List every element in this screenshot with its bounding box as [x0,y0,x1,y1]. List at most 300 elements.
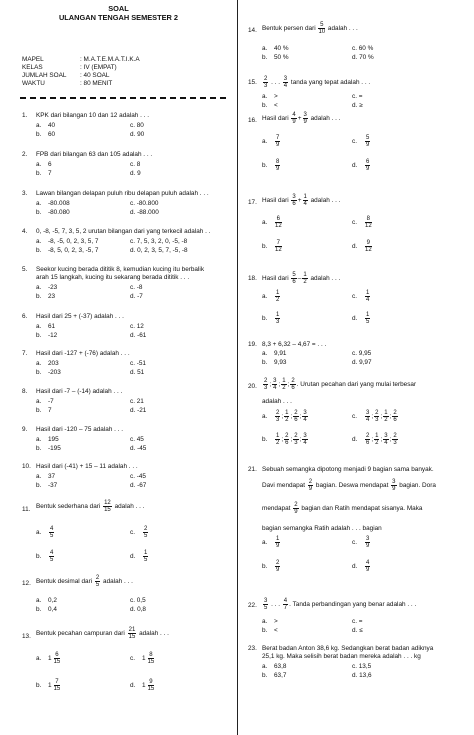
numerator: 1 [303,272,307,278]
denominator: 6 [366,440,370,447]
option-b: < [274,102,278,109]
question-text: Berat badan Anton 38,6 kg. Sedangkan berat badan adiknya [262,645,434,652]
dashed-separator [20,97,226,99]
denominator: 4 [273,385,277,392]
option-d [143,550,148,564]
option-label: b. [262,54,268,61]
question-text: Bentuk pecahan campuran dari [36,629,125,637]
denominator: 4 [366,297,370,304]
whole: 1 [48,681,52,689]
option-a: 40 % [274,45,289,52]
option-label: a. [36,323,42,330]
denominator: 6 [292,201,296,208]
option-b: -195 [48,445,61,452]
fraction [302,410,307,424]
option-label: d. [130,681,136,689]
fraction [275,410,280,424]
question-text-line2: arah 15 langkah, kucing itu sekarang berada dititik . . . [36,274,190,281]
option-label: a. [36,436,42,443]
numerator: 4 [366,560,370,566]
option-a: > [274,93,278,100]
fraction-right [283,76,288,90]
option-label: b. [262,242,268,250]
option-a: 40 [48,122,56,129]
fraction-right [303,112,308,126]
option-d [365,560,370,574]
numerator: 7 [276,135,280,141]
question-text: Bentuk persen dari [262,24,316,32]
question-text: mendapat [262,504,291,512]
denominator: 9 [276,567,280,574]
question-text: bagian semangka Ratih adalah . . . bagian [262,525,382,532]
question-text: Hasil dari [262,114,289,122]
question-number: 18. [248,275,257,282]
option-c [365,216,372,230]
question-number: 14. [248,27,257,34]
option-c: c. -45 [130,473,146,480]
option-a: -23 [48,284,58,291]
option-label: b. [36,606,42,613]
question-text: Sebuah semangka dipotong menjadi 9 bagian sama banyak. [262,466,434,473]
question-text: Lawan bilangan delapan puluh ribu delapan puluh adalah . . . [36,190,209,197]
denominator: 9 [392,486,396,493]
question-fraction [95,575,100,589]
info-value: : M.A.T.E.M.A.T.I.K.A [80,56,140,63]
title-ulangan: ULANGAN TENGAH SEMESTER 2 [58,13,179,23]
question-text: KPK dari bilangan 10 dan 12 adalah . . . [36,112,149,119]
question-tail: adalah . . . [310,274,341,282]
option-b [275,159,280,173]
option-a: 0,2 [48,597,57,604]
info-key: MAPEL [22,56,44,63]
option-label: b. [262,102,268,109]
numerator: 3 [273,378,277,384]
numerator: 1 [285,410,289,416]
fraction-left [291,272,296,286]
option-d: d. 9,97 [352,359,372,366]
denominator: 9 [366,543,370,550]
option-label: b. [36,407,42,414]
question-text: Hasil dari [262,274,289,282]
info-value: : 80 MENIT [80,80,113,87]
option-b [275,312,280,326]
numerator: 4 [50,526,54,532]
operator: – [297,274,302,282]
option-a [275,536,280,550]
denominator: 5 [95,582,100,589]
option-label: b. [262,359,268,366]
numerator: 2 [95,575,100,581]
option-label: c. [352,538,357,546]
option-d: d. ≤ [352,627,363,634]
option-label: b. [262,627,268,634]
question-fraction [318,22,325,36]
option-b: 9,93 [274,359,287,366]
numerator: 9 [149,679,153,685]
denominator: 9 [303,119,307,126]
numerator: 3 [303,433,307,439]
numerator: 3 [303,410,307,416]
denominator: 9 [366,166,370,173]
fraction-left [291,112,296,126]
column-divider [237,0,238,735]
option-c: c. 13,5 [352,663,372,670]
option-label: a. [262,618,268,625]
option-b: -203 [48,369,61,376]
option-label: c. [130,654,135,662]
question-number: 21. [248,466,257,473]
option-label: d. [352,242,358,250]
option-label: a. [262,137,268,145]
denominator: 3 [264,385,268,392]
title-soal: SOAL [108,4,129,13]
numerator: 2 [393,433,397,439]
option-d: d. $\frac{2}{6}$ ; $\frac{1}{2}$ ; $\frac{3}{4}$ ; $\frac{2}{3}$ [352,433,397,447]
question-tail: . Tanda perbandingan yang benar adalah . . . [289,600,417,608]
denominator: 5 [50,533,54,540]
option-label: d. [130,552,136,560]
question-number: 1. [22,112,28,119]
option-c: c. $\frac{3}{4}$ ; $\frac{2}{3}$ ; $\frac{1}{2}$ ; $\frac{2}{6}$ [352,410,397,424]
option-label: c. [352,137,357,145]
option-label: d. [352,314,358,322]
option-d [142,679,155,693]
option-label: d. [352,562,358,570]
option-label: b. [36,209,42,216]
numerator: 7 [55,679,59,685]
question-text: Bentuk sederhana dari [36,502,101,510]
numerator: 1 [144,550,148,556]
fraction-right [303,194,308,208]
numerator: 2 [294,433,298,439]
option-d: d. 90 [130,131,145,138]
option-d [365,240,372,254]
denominator: 15 [53,659,61,666]
denominator: 9 [292,119,296,126]
fraction [391,479,396,493]
page-title [0,4,237,23]
option-a: 63,8 [274,663,287,670]
numerator: 2 [366,433,370,439]
question-tail: adalah . . . [310,196,341,204]
numerator: 3 [303,112,307,118]
comparison-blank: . . . [271,600,281,608]
question-text: bagian. Deswa mendapat [315,481,389,489]
option-b: 50 % [274,54,289,61]
option-d: d. 70 % [352,54,374,61]
option-b: b. $\frac{1}{2}$ ; $\frac{2}{6}$ ; $\frac{2}{3}$ ; $\frac{3}{4}$ [262,433,307,447]
denominator: 2 [285,417,289,424]
option-b: 63,7 [274,672,287,679]
fraction-left [291,194,296,208]
option-a: -7 [48,398,54,405]
question-number: 7. [22,350,28,357]
option-label: a. [36,597,42,604]
numerator: 5 [320,22,324,28]
denominator: 15 [53,686,61,693]
question-tail: adalah . . . [327,24,358,32]
option-b: 7 [48,407,52,414]
option-label: b. [36,369,42,376]
option-a [275,216,282,230]
denominator: 12 [275,247,282,254]
fraction [308,479,313,493]
numerator: 3 [366,410,370,416]
option-b: -37 [48,482,58,489]
option-a: > [274,618,278,625]
option-label: a. [262,663,268,670]
fraction-left [263,76,268,90]
option-label: b. [262,161,268,169]
numerator: 1 [276,290,280,296]
numerator: 8 [366,216,371,222]
numerator: 8 [276,159,280,165]
option-label: a. [36,161,42,168]
denominator: 6 [291,385,295,392]
option-c [365,536,370,550]
option-label: a. [36,654,42,662]
info-block [22,56,140,88]
option-c: c. -51 [130,360,146,367]
question-text-line2: adalah . . . [262,398,292,405]
denominator: 2 [276,297,280,304]
denominator: 12 [275,223,282,230]
option-c: c. = [352,618,363,625]
option-d: d. -67 [130,482,147,489]
denominator: 5 [366,319,370,326]
fraction [284,433,289,447]
option-d: d. -45 [130,445,147,452]
numerator: 2 [285,433,289,439]
denominator: 9 [276,142,280,149]
fraction [302,433,307,447]
option-a: -8, -5, 0, 2, 3, 5, 7 [48,238,99,245]
question-text: Seekor kucing berada dititik 8, kemudian kucing itu berbalik [36,266,205,273]
numerator: 3 [264,598,268,604]
denominator: 3 [276,319,280,326]
numerator: 6 [276,216,281,222]
denominator: 15 [128,634,136,641]
fraction [263,378,268,392]
fraction [374,410,379,424]
question-text: Hasil dari [262,196,289,204]
question-number: 8. [22,388,28,395]
question-number: 11. [22,506,31,513]
fraction [293,410,298,424]
option-d: d. -88.000 [130,209,159,216]
option-label: a. [262,538,268,546]
denominator: 15 [147,659,155,666]
option-label: c. [352,218,357,226]
option-a: -80.008 [48,200,70,207]
denominator: 9 [276,166,280,173]
numerator: 3 [384,433,388,439]
numerator: 7 [276,240,281,246]
denominator: 5 [144,557,148,564]
fraction [293,502,298,516]
question-tail: adalah . . . [310,114,341,122]
option-a: 6 [48,161,52,168]
option-b: 0,4 [48,606,57,613]
option-label: a. [36,360,42,367]
option-b [275,240,282,254]
denominator: 4 [303,201,307,208]
operator: + [297,114,302,122]
fraction [284,410,289,424]
option-label: c. [352,412,357,420]
denominator: 10 [318,29,326,36]
denominator: 9 [308,486,313,493]
option-label: a. [262,45,268,52]
question-text: bagian. Dora [399,481,436,489]
info-key: JUMLAH SOAL [22,72,67,79]
fraction [392,410,397,424]
denominator: 4 [303,417,307,424]
option-label: d. [352,161,358,169]
question-number: 6. [22,313,28,320]
whole: 1 [142,681,146,689]
numerator: 4 [50,550,54,556]
numerator: 3 [366,536,370,542]
numerator: 5 [366,135,370,141]
option-a: 61 [48,323,56,330]
denominator: 12 [365,247,372,254]
question-number: 2. [22,151,28,158]
numerator: 2 [144,526,148,532]
question-text: Hasil dari -7 – (-14) adalah . . . [36,388,123,395]
option-c: c. 21 [130,398,144,405]
option-label: b. [36,170,42,177]
option-label: b. [36,552,42,560]
option-c: c. 9,95 [352,350,372,357]
question-tail: . Urutan pecahan dari yang mulai terbesar [296,380,417,388]
numerator: 21 [128,627,136,633]
numerator: 2 [276,410,280,416]
numerator: 3 [292,194,296,200]
question-tail: adalah . . . [103,577,133,585]
question-text: Bentuk desimal dari [36,577,93,585]
question-number: 17. [248,199,257,206]
question-number: 16. [248,117,257,124]
info-value: : IV (EMPAT) [80,64,117,71]
option-d: d. 0, 2, 3, 5, 7, -5, -8 [130,247,188,254]
option-b: -12 [48,332,58,339]
denominator: 2 [375,440,379,447]
option-b [49,550,54,564]
fraction [54,652,61,666]
fraction-left [263,598,268,612]
numerator: 8 [149,652,153,658]
option-b: 23 [48,293,56,300]
option-label: b. [36,681,42,689]
option-a: 9,91 [274,350,287,357]
option-b: 60 [48,131,56,138]
question-text: Davi mendapat [262,481,305,489]
numerator: 2 [294,410,298,416]
numerator: 2 [264,378,268,384]
denominator: 5 [144,533,148,540]
option-label: a. [36,528,42,536]
numerator: 1 [276,536,280,542]
numerator: 1 [276,312,280,318]
numerator: 1 [276,433,280,439]
denominator: 6 [285,440,289,447]
option-label: a. [36,473,42,480]
option-label: d. [352,435,358,443]
numerator: 9 [366,240,371,246]
fraction [148,679,155,693]
numerator: 2 [294,502,298,508]
option-b: -80.080 [48,209,70,216]
question-number: 15. [248,79,257,86]
numerator: 2 [393,410,397,416]
numerator: 2 [291,378,295,384]
fraction [54,679,61,693]
option-a [48,652,61,666]
denominator: 5 [50,557,54,564]
fraction [374,433,379,447]
option-a [49,526,54,540]
question-text: Hasil dari -120 – 75 adalah . . . [36,426,124,433]
option-label: a. [36,200,42,207]
question-text: 0, -8, -5, 7, 3, 5, 2 urutan bilangan dari yang terkecil adalah . . [36,228,211,235]
option-c: c. 60 % [352,45,374,52]
denominator: 9 [276,543,280,550]
denominator: 2 [282,385,286,392]
info-key: WAKTU [22,80,45,87]
fraction-right [302,272,307,286]
question-number: 9. [22,426,28,433]
fraction [365,433,370,447]
whole: 1 [48,654,52,662]
question-text: 8,3 + 6,32 – 4,67 = . . . [262,341,327,348]
question-tail: adalah . . . [114,502,145,510]
option-label: b. [262,314,268,322]
numerator: 1 [282,378,286,384]
operator: + [297,196,302,204]
option-a: 195 [48,436,59,443]
option-a: 37 [48,473,56,480]
numerator: 2 [375,410,379,416]
fraction [272,378,277,392]
denominator: 3 [276,417,280,424]
option-label: b. [36,131,42,138]
denominator: 4 [384,440,388,447]
question-number: 20. [248,383,257,390]
question-fraction [103,500,112,514]
option-b [275,560,280,574]
option-label: a. [36,122,42,129]
question-number: 3. [22,190,28,197]
option-c [142,652,155,666]
option-label: a. [262,218,268,226]
option-d: d. -7 [130,293,143,300]
denominator: 9 [294,509,298,516]
denominator: 3 [393,440,397,447]
numerator: 1 [375,433,379,439]
option-a: 203 [48,360,59,367]
numerator: 1 [303,194,307,200]
denominator: 3 [375,417,379,424]
whole: 1 [142,654,146,662]
option-d: d. 9 [130,170,141,177]
numerator: 1 [366,312,370,318]
option-c [143,526,148,540]
denominator: 4 [366,417,370,424]
question-text: FPB dari bilangan 63 dan 105 adalah . . . [36,151,153,158]
option-label: a. [262,93,268,100]
question-number: 23. [248,645,257,652]
